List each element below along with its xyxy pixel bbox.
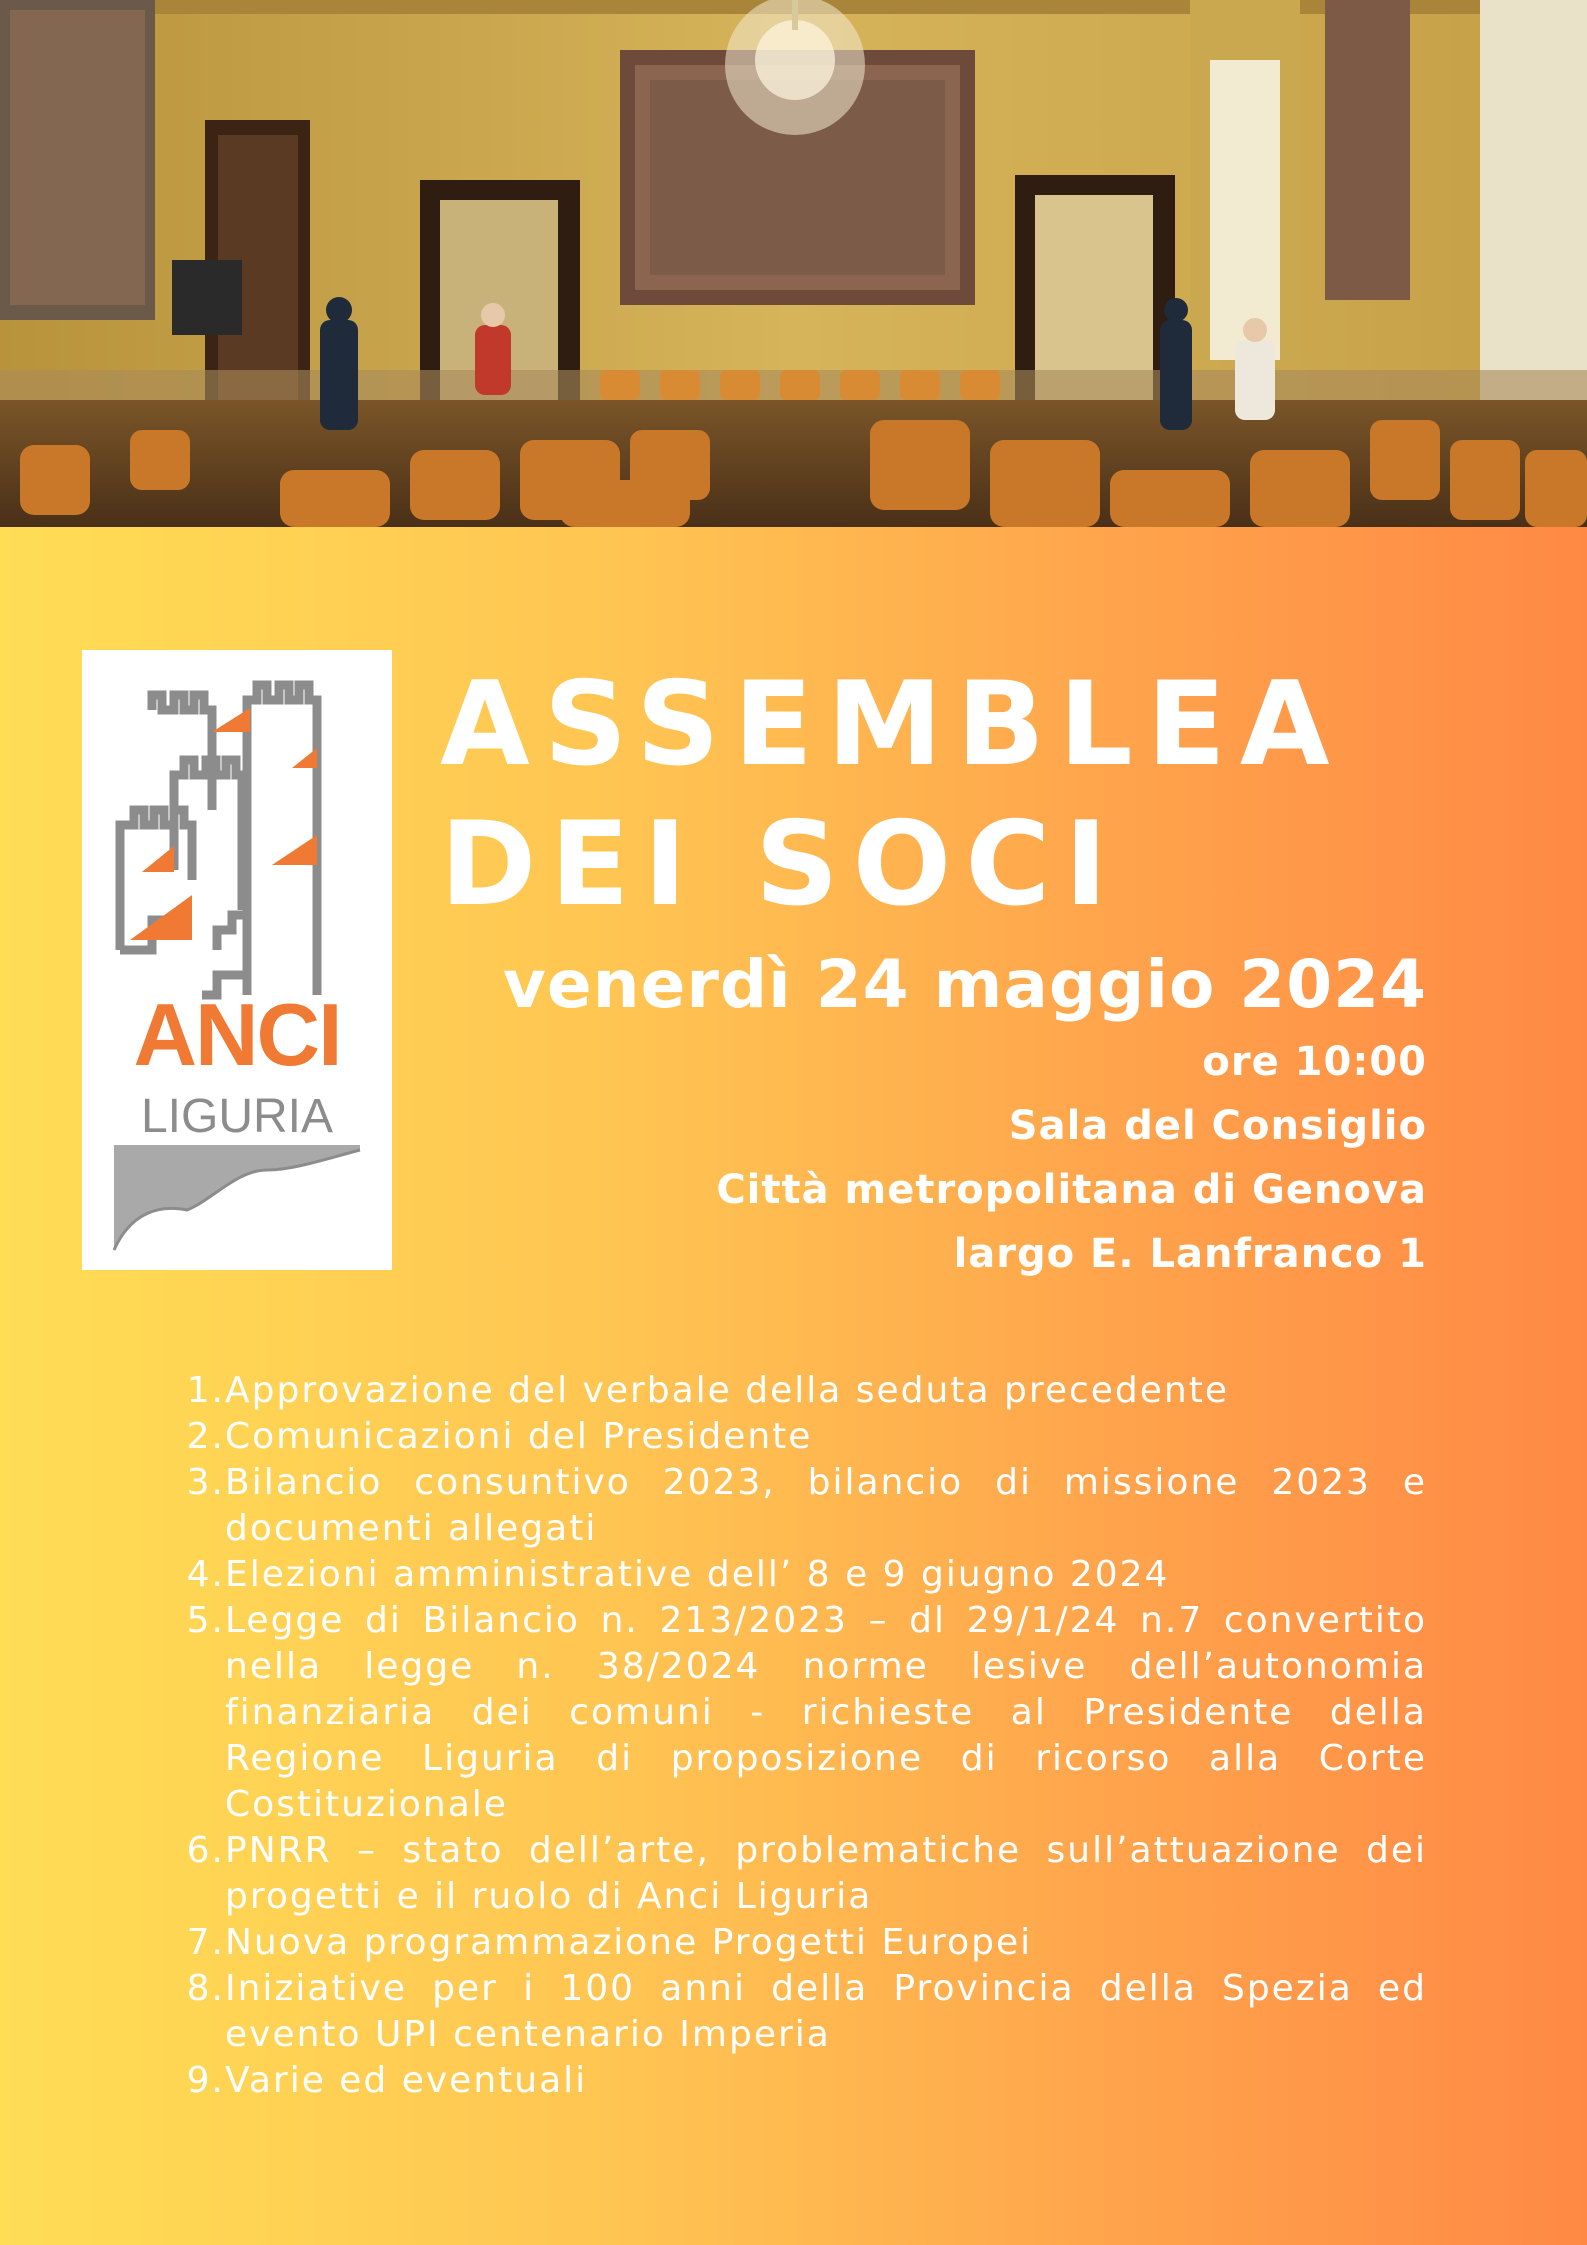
agenda-text: Bilancio consuntivo 2023, bilancio di missione 2023 e documenti allegati bbox=[225, 1462, 1427, 1549]
agenda-text: Elezioni amministrative dell’ 8 e 9 giugno 2024 bbox=[225, 1554, 1170, 1595]
agenda-number: 3. bbox=[186, 1462, 225, 1503]
event-room: Sala del Consiglio bbox=[1008, 1103, 1427, 1149]
agenda-text: Comunicazioni del Presidente bbox=[225, 1416, 813, 1457]
agenda-item bbox=[180, 1966, 1427, 2058]
event-date: venerdì 24 maggio 2024 bbox=[502, 946, 1427, 1023]
agenda-text: Nuova programmazione Progetti Europei bbox=[225, 1922, 1033, 1963]
agenda-list bbox=[180, 1368, 1427, 2104]
agenda-item bbox=[180, 1598, 1427, 1828]
agenda-item bbox=[180, 1368, 1427, 1414]
event-time: ore 10:00 bbox=[1202, 1039, 1427, 1085]
agenda-number: 6. bbox=[186, 1830, 225, 1871]
agenda-number: 8. bbox=[186, 1968, 225, 2009]
anci-liguria-logo bbox=[82, 650, 392, 1270]
logo-anci-text: ANCI bbox=[133, 985, 341, 1084]
agenda-number: 5. bbox=[186, 1600, 225, 1641]
agenda-text: Varie ed eventuali bbox=[225, 2060, 588, 2101]
council-hall-photo bbox=[0, 0, 1587, 527]
agenda-text: Iniziative per i 100 anni della Provincia della Spezia ed evento UPI centenario Imperia bbox=[225, 1968, 1427, 2055]
event-venue: Città metropolitana di Genova bbox=[716, 1167, 1427, 1213]
agenda-item bbox=[180, 1920, 1427, 1966]
agenda-item bbox=[180, 2058, 1427, 2104]
agenda-number: 4. bbox=[186, 1554, 225, 1595]
agenda-text: Legge di Bilancio n. 213/2023 – dl 29/1/24 n.7 convertito nella legge n. 38/2024 norme lesive dell’autonomia finanziaria dei comuni - richieste al Presidente della Regione Liguria di proposizione di ricorso alla Corte Costituzionale bbox=[225, 1600, 1427, 1825]
agenda-text: PNRR – stato dell’arte, problematiche sull’attuazione dei progetti e il ruolo di Anci Liguria bbox=[225, 1830, 1427, 1917]
agenda-item bbox=[180, 1552, 1427, 1598]
event-address: largo E. Lanfranco 1 bbox=[953, 1231, 1427, 1277]
logo-liguria-text: LIGURIA bbox=[140, 1090, 334, 1143]
agenda-item bbox=[180, 1460, 1427, 1552]
agenda-number: 2. bbox=[186, 1416, 225, 1457]
agenda-number: 7. bbox=[186, 1922, 225, 1963]
page-title: ASSEMBLEA DEI SOCI bbox=[440, 657, 1344, 932]
agenda-number: 9. bbox=[186, 2060, 225, 2101]
agenda-number: 1. bbox=[186, 1370, 225, 1411]
event-info bbox=[503, 940, 1427, 1286]
agenda-item bbox=[180, 1828, 1427, 1920]
agenda-item bbox=[180, 1414, 1427, 1460]
agenda-text: Approvazione del verbale della seduta precedente bbox=[225, 1370, 1229, 1411]
